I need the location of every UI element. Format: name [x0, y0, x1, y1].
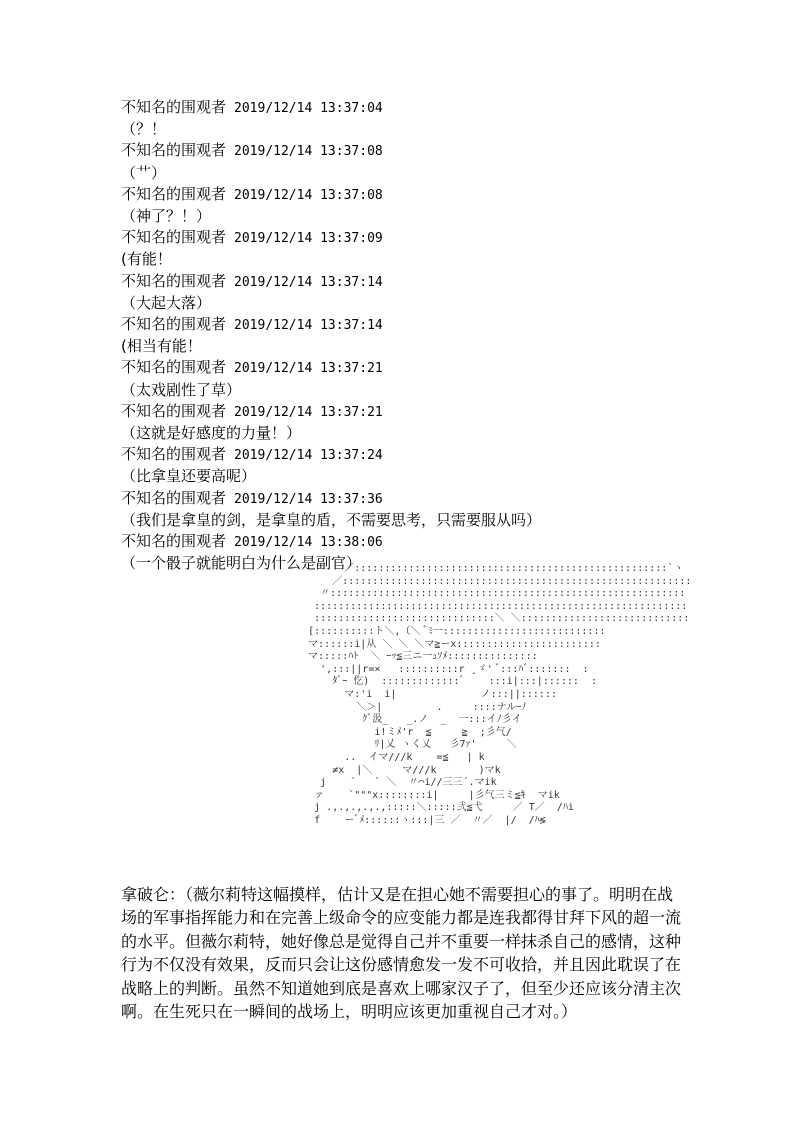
- comment-meta: [121, 531, 781, 553]
- comment-author: 不知名的围观者: [121, 184, 227, 203]
- comment-meta: [121, 444, 781, 466]
- comment-meta: [121, 488, 781, 510]
- comment: [121, 401, 781, 444]
- comment-text: （太戏剧性了草）: [121, 380, 242, 399]
- comment-author: 不知名的围观者: [121, 358, 227, 377]
- comment-timestamp: 2019/12/14 13:37:21: [234, 404, 383, 420]
- comment-author: 不知名的围观者: [121, 141, 227, 160]
- narration-paragraph: 拿破仑：（薇尔莉特这幅摸样，估计又是在担心她不需要担心的事了。明明在战场的军事指挥能力和在完善上级命令的应变能力都是连我都得甘拜下风的超一流的水平。但薇尔莉特，她好像总是觉得自己并不重要一样抹杀自己的感情，这种行为不仅没有效果，反而只会让这份感情愈发一发不可收拾，并且因此耽误了在战略上的判断。虽然不知道她到底是喜欢上哪家汉子了，但至少还应该分清主次啊。在生死只在一瞬间的战场上，明明应该更加重视自己才对。）: [121, 885, 682, 1022]
- comment-author: 不知名的围观者: [121, 315, 227, 334]
- ascii-art-illustration: ／::::::::::::::::::::::::::::::::::::::::::::::::::::`ヽ ／:::::::::::::::::::::::::::::::::::::::::::::::::::::::::: 〃::::::::::::::::::::::::::::::::::::::::::::::::::::::::::: :::::::::::::::::::::::::::::::::::::::::::::::::::::::::::::: ::::::::::::::::::::::::::::::＼ ＼:::::::::::::::::::::::::::: [::::::::::ト＼,（＼ ﾞﾐ一::::::::::::::::::::::::::: マ::::::i|从 ＼ ＼ ＼マ≧ーx:::::::::::::::::::::::: マ:::::ﾊﾄ ＼ ｰｯ≦三ニ一ｭｿﾒ::::::::::::::: ',:::||r=× ::::::::::r ¸ゞ' ﾞ:::ﾊﾞ::::::: : ﾀﾞｰ 仡) :::::::::::::ﾞ :::i|:::|:::::: : マ:'i i| ノ:::||:::::: ＼＞| . ::::ナルｰﾉ ｸﾞ汲_ _.ノ _ 一:::イﾉ彡イ i!ミﾒ'r ≦ ≧ ;彡气/ ﾘ|乂 ヽく乂 彡7ｧ' ＼ .. イマ///k =≦ | k ≠x |＼ マ///k )マk j ` ` ＼ 〃⌒i//三三´.マik ァ `"""x::::::::i| |彡气三ミ≦ｷ マik j .,.,.,.,.,:::::＼:::::弐≦弋 ／ T／ /ﾊi f ーﾞﾒ::::::ヽ:::|三 ／ 〃／ |/ /ﾊ≶: [308, 563, 692, 826]
- comment: [121, 357, 781, 400]
- comment-text: （神了？！）: [121, 207, 212, 226]
- comment-meta: [121, 271, 781, 293]
- comment-text: （这就是好感度的力量！）: [121, 424, 302, 443]
- comment-timestamp: 2019/12/14 13:37:21: [234, 361, 383, 377]
- comment-author: 不知名的围观者: [121, 445, 227, 464]
- comment-meta: [121, 314, 781, 336]
- comment-text: （大起大落）: [121, 293, 212, 312]
- comment-meta: [121, 97, 781, 119]
- comment-text: （比拿皇还要高呢）: [121, 467, 257, 486]
- comment-meta: [121, 140, 781, 162]
- comment-text: (相当有能！: [121, 337, 202, 356]
- comment: [121, 271, 781, 314]
- comment-author: 不知名的围观者: [121, 271, 227, 290]
- comment-meta: [121, 184, 781, 206]
- comment-timestamp: 2019/12/14 13:37:14: [234, 318, 383, 334]
- comment-timestamp: 2019/12/14 13:37:24: [234, 448, 383, 464]
- comment-author: 不知名的围观者: [121, 98, 227, 116]
- comment-author: 不知名的围观者: [121, 401, 227, 420]
- comment-text: （一个骰子就能明白为什么是副官）: [121, 554, 362, 573]
- comment-text: （艹）: [121, 163, 167, 182]
- comment-meta: [121, 357, 781, 379]
- comment-author: 不知名的围观者: [121, 532, 227, 551]
- comment-author: 不知名的围观者: [121, 488, 227, 507]
- comment-author: 不知名的围观者: [121, 228, 227, 247]
- comment-timestamp: 2019/12/14 13:37:14: [234, 274, 383, 290]
- comment-timestamp: 2019/12/14 13:37:08: [234, 187, 383, 203]
- comment-text: （我们是拿皇的剑，是拿皇的盾，不需要思考，只需要服从吗）: [121, 510, 542, 529]
- comment: [121, 140, 781, 183]
- comment: [121, 184, 781, 227]
- comment: [121, 227, 781, 270]
- comment-text: （？！: [121, 120, 167, 139]
- comment-meta: [121, 227, 781, 249]
- comment-timestamp: 2019/12/14 13:37:36: [234, 491, 383, 507]
- comment: [121, 97, 781, 140]
- comment: [121, 444, 781, 487]
- comment-meta: [121, 401, 781, 423]
- comment-timestamp: 2019/12/14 13:37:04: [234, 101, 383, 116]
- comment-timestamp: 2019/12/14 13:37:09: [234, 231, 383, 247]
- comment: [121, 314, 781, 357]
- comment-timestamp: 2019/12/14 13:38:06: [234, 535, 383, 551]
- comment-text: (有能！: [121, 250, 172, 269]
- comment-list: [121, 97, 781, 574]
- comment-timestamp: 2019/12/14 13:37:08: [234, 144, 383, 160]
- comment: [121, 488, 781, 531]
